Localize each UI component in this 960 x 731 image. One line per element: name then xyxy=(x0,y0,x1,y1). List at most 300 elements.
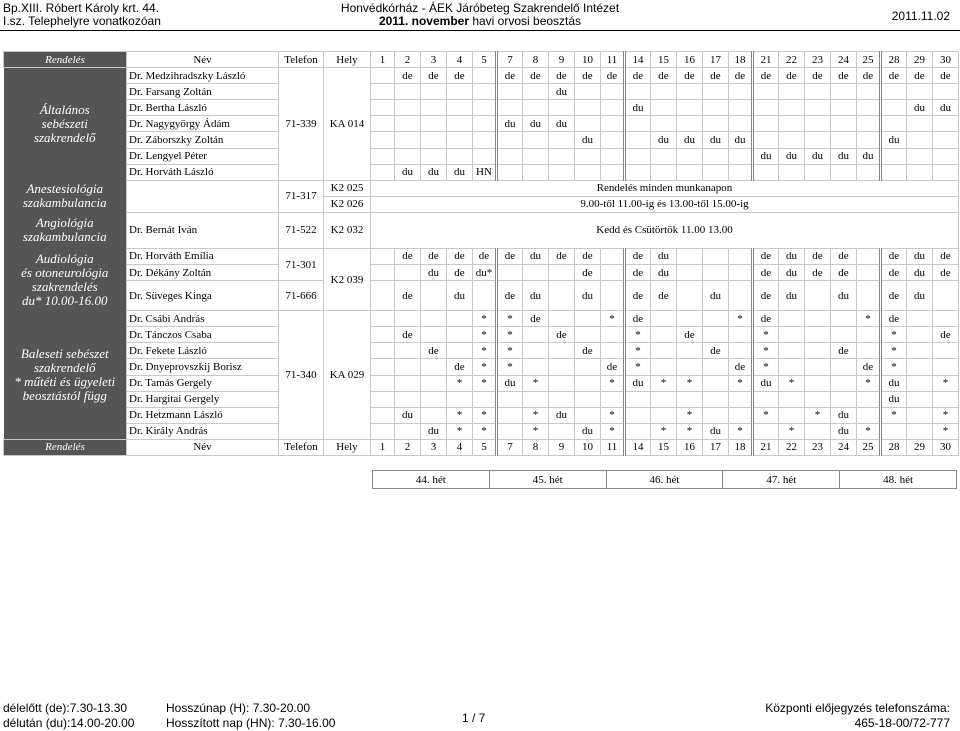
day-cell: de xyxy=(625,68,651,84)
day-cell xyxy=(729,116,753,132)
day-cell xyxy=(625,164,651,180)
day-cell xyxy=(523,327,549,343)
col-header-phone: Telefon xyxy=(279,52,324,68)
phone-cell: 71-522 xyxy=(279,212,324,248)
day-cell xyxy=(371,68,395,84)
day-cell: * xyxy=(447,423,473,439)
day-cell xyxy=(421,281,447,311)
day-cell: de xyxy=(857,68,881,84)
day-cell: de xyxy=(831,68,857,84)
col-header-day: 10 xyxy=(575,52,601,68)
day-cell: * xyxy=(447,407,473,423)
col-header-day: 22 xyxy=(779,52,805,68)
col-header-day: 8 xyxy=(523,52,549,68)
day-cell xyxy=(779,116,805,132)
day-cell xyxy=(805,391,831,407)
day-cell xyxy=(703,311,729,327)
day-cell: du xyxy=(729,132,753,148)
col-header-day: 30 xyxy=(933,52,959,68)
day-cell xyxy=(371,100,395,116)
day-cell xyxy=(677,164,703,180)
day-cell xyxy=(651,164,677,180)
header-divider xyxy=(0,30,960,31)
day-cell xyxy=(523,148,549,164)
day-cell xyxy=(447,100,473,116)
day-cell xyxy=(907,375,933,391)
table-row xyxy=(4,100,959,116)
day-cell xyxy=(625,116,651,132)
day-cell: * xyxy=(601,311,625,327)
day-cell: de xyxy=(857,359,881,375)
day-cell xyxy=(779,343,805,359)
day-cell: de xyxy=(421,68,447,84)
day-cell: du xyxy=(497,116,523,132)
day-cell xyxy=(857,281,881,311)
day-cell: * xyxy=(753,343,779,359)
col-header-day: 5 xyxy=(473,52,497,68)
dept-label-line: Baleseti sebészet xyxy=(20,345,109,361)
day-cell xyxy=(447,116,473,132)
day-cell xyxy=(601,391,625,407)
day-cell xyxy=(729,327,753,343)
day-cell: de xyxy=(447,265,473,281)
day-cell xyxy=(473,116,497,132)
day-cell: du xyxy=(395,407,421,423)
day-cell: * xyxy=(601,407,625,423)
day-cell xyxy=(549,281,575,311)
day-cell xyxy=(729,407,753,423)
day-cell: du xyxy=(651,265,677,281)
day-cell xyxy=(933,116,959,132)
legend-long-day: Hosszúnap (H): 7.30-20.00 xyxy=(166,701,311,715)
day-cell xyxy=(703,248,729,264)
day-cell xyxy=(907,327,933,343)
day-cell xyxy=(421,311,447,327)
day-cell xyxy=(625,391,651,407)
day-cell: du xyxy=(753,375,779,391)
day-cell xyxy=(371,116,395,132)
day-cell: de xyxy=(933,68,959,84)
col-header-day: 7 xyxy=(497,439,523,455)
col-header-dept: Rendelés xyxy=(4,439,127,455)
doctor-name: Dr. Bernát Iván xyxy=(127,212,279,248)
day-cell xyxy=(831,84,857,100)
day-cell xyxy=(677,391,703,407)
day-cell xyxy=(881,84,907,100)
day-cell xyxy=(651,84,677,100)
day-cell xyxy=(703,375,729,391)
day-cell: de xyxy=(497,68,523,84)
day-cell xyxy=(447,84,473,100)
day-cell xyxy=(907,423,933,439)
table-row xyxy=(4,116,959,132)
day-cell xyxy=(857,343,881,359)
day-cell: de xyxy=(625,311,651,327)
day-cell xyxy=(601,343,625,359)
day-cell xyxy=(677,311,703,327)
day-cell: du xyxy=(447,164,473,180)
day-cell xyxy=(447,343,473,359)
col-header-day: 18 xyxy=(729,52,753,68)
day-cell: de xyxy=(933,265,959,281)
day-cell: * xyxy=(857,375,881,391)
day-cell: * xyxy=(933,407,959,423)
day-cell xyxy=(395,359,421,375)
day-cell xyxy=(857,100,881,116)
day-cell xyxy=(857,132,881,148)
dept-label-line: * műtéti és ügyeleti xyxy=(14,373,116,389)
day-cell xyxy=(753,164,779,180)
dept-altalanos xyxy=(4,68,127,181)
day-cell xyxy=(549,164,575,180)
room-cell: KA 029 xyxy=(324,311,371,440)
header-title xyxy=(250,2,710,28)
col-header-day: 11 xyxy=(601,52,625,68)
day-cell xyxy=(601,164,625,180)
day-cell xyxy=(857,265,881,281)
day-cell xyxy=(395,148,421,164)
week-47: 47. hét xyxy=(723,471,840,489)
day-cell xyxy=(677,248,703,264)
room-cell: K2 032 xyxy=(324,212,371,248)
day-cell xyxy=(421,391,447,407)
day-cell xyxy=(497,100,523,116)
day-cell xyxy=(575,100,601,116)
day-cell: * xyxy=(473,327,497,343)
day-cell xyxy=(523,84,549,100)
legend-morning: délelőtt (de):7.30-13.30 xyxy=(3,701,128,715)
col-header-day: 2 xyxy=(395,439,421,455)
day-cell: * xyxy=(625,359,651,375)
day-cell xyxy=(805,164,831,180)
day-cell: du xyxy=(677,132,703,148)
day-cell xyxy=(753,391,779,407)
col-header-day: 21 xyxy=(753,52,779,68)
doctor-name: Dr. Hetzmann László xyxy=(127,407,279,423)
day-cell xyxy=(395,343,421,359)
col-header-room: Hely xyxy=(324,52,371,68)
col-header-day: 3 xyxy=(421,439,447,455)
day-cell xyxy=(651,391,677,407)
col-header-day: 29 xyxy=(907,439,933,455)
day-cell: du xyxy=(447,281,473,311)
day-cell: du xyxy=(933,100,959,116)
day-cell xyxy=(549,359,575,375)
day-cell: * xyxy=(601,375,625,391)
day-cell: de xyxy=(677,68,703,84)
day-cell: de xyxy=(831,265,857,281)
day-cell: de xyxy=(575,265,601,281)
day-cell xyxy=(371,148,395,164)
day-cell xyxy=(421,132,447,148)
day-cell xyxy=(371,281,395,311)
day-cell: * xyxy=(677,423,703,439)
day-cell xyxy=(933,311,959,327)
legend-afternoon: délután (du):14.00-20.00 xyxy=(3,716,135,730)
day-cell xyxy=(651,359,677,375)
day-cell: de xyxy=(421,343,447,359)
day-cell: de xyxy=(625,281,651,311)
day-cell: du xyxy=(497,375,523,391)
day-cell: de xyxy=(447,68,473,84)
day-cell: de xyxy=(881,311,907,327)
table-row xyxy=(4,265,959,281)
day-cell: * xyxy=(473,359,497,375)
day-cell xyxy=(497,407,523,423)
col-header-day: 28 xyxy=(881,52,907,68)
day-cell xyxy=(779,164,805,180)
day-cell: * xyxy=(857,423,881,439)
col-header-day: 1 xyxy=(371,52,395,68)
day-cell xyxy=(703,327,729,343)
day-cell: du xyxy=(575,132,601,148)
day-cell: du xyxy=(421,423,447,439)
day-cell: du xyxy=(549,116,575,132)
day-cell: de xyxy=(447,248,473,264)
day-cell xyxy=(703,359,729,375)
dept-label-line: beosztástól függ xyxy=(22,387,107,403)
header-row xyxy=(4,439,959,455)
col-header-day: 21 xyxy=(753,439,779,455)
col-header-day: 16 xyxy=(677,52,703,68)
day-cell xyxy=(625,84,651,100)
day-cell xyxy=(857,407,881,423)
room-cell: KA 014 xyxy=(324,68,371,181)
day-cell xyxy=(779,327,805,343)
day-cell xyxy=(371,248,395,264)
room-cell: K2 026 xyxy=(324,196,371,212)
dept-label-line: és otoneurológia xyxy=(21,264,109,280)
day-cell: de xyxy=(805,68,831,84)
day-cell xyxy=(523,359,549,375)
day-cell xyxy=(933,132,959,148)
header-month xyxy=(250,15,710,28)
day-cell xyxy=(703,100,729,116)
day-cell xyxy=(729,84,753,100)
day-cell: de xyxy=(625,248,651,264)
day-cell xyxy=(601,116,625,132)
table-row xyxy=(4,423,959,439)
day-cell xyxy=(677,359,703,375)
doctor-name: Dr. Horváth Emília xyxy=(127,248,279,264)
doctor-name: Dr. Nagygyörgy Ádám xyxy=(127,116,279,132)
phone-cell: 71-301 xyxy=(279,248,324,280)
day-cell: du xyxy=(523,116,549,132)
day-cell xyxy=(933,84,959,100)
day-cell: * xyxy=(933,423,959,439)
day-cell xyxy=(703,407,729,423)
day-cell xyxy=(371,359,395,375)
day-cell: * xyxy=(779,423,805,439)
day-cell xyxy=(933,359,959,375)
day-cell: du xyxy=(881,132,907,148)
day-cell: * xyxy=(497,359,523,375)
col-header-day: 10 xyxy=(575,439,601,455)
day-cell xyxy=(601,132,625,148)
day-cell: de xyxy=(575,248,601,264)
dept-label-line: szakambulancia xyxy=(22,229,107,245)
day-cell: du xyxy=(549,407,575,423)
day-cell: de xyxy=(805,248,831,264)
day-cell xyxy=(907,148,933,164)
dept-baleseti xyxy=(4,311,127,440)
col-header-day: 4 xyxy=(447,52,473,68)
day-cell: du xyxy=(881,391,907,407)
day-cell: * xyxy=(497,343,523,359)
day-cell: du xyxy=(575,281,601,311)
col-header-day: 18 xyxy=(729,439,753,455)
doctor-name: Dr. Fekete László xyxy=(127,343,279,359)
day-cell xyxy=(447,148,473,164)
col-header-day: 9 xyxy=(549,439,575,455)
day-cell xyxy=(421,116,447,132)
day-cell: de xyxy=(601,359,625,375)
day-cell: de xyxy=(729,359,753,375)
day-cell xyxy=(933,148,959,164)
col-header-day: 25 xyxy=(857,439,881,455)
day-cell xyxy=(907,343,933,359)
day-cell xyxy=(907,116,933,132)
doctor-name: Dr. Csábi András xyxy=(127,311,279,327)
day-cell xyxy=(371,375,395,391)
day-cell: de xyxy=(703,68,729,84)
table-row xyxy=(4,180,959,196)
day-cell xyxy=(831,327,857,343)
day-cell xyxy=(907,164,933,180)
day-cell xyxy=(575,375,601,391)
day-cell xyxy=(523,265,549,281)
day-cell xyxy=(753,100,779,116)
day-cell: de xyxy=(575,343,601,359)
day-cell xyxy=(549,343,575,359)
dept-label-line: szakambulancia xyxy=(22,195,107,211)
day-cell xyxy=(805,343,831,359)
day-cell: de xyxy=(933,248,959,264)
day-cell: de xyxy=(651,281,677,311)
day-cell xyxy=(497,391,523,407)
dept-audio xyxy=(4,248,127,310)
day-cell xyxy=(473,84,497,100)
col-header-name: Név xyxy=(127,52,279,68)
dept-label-line: Audiológia xyxy=(35,250,94,266)
day-cell xyxy=(779,132,805,148)
day-cell xyxy=(857,116,881,132)
day-cell: du xyxy=(907,100,933,116)
day-cell xyxy=(651,148,677,164)
day-cell xyxy=(601,327,625,343)
day-cell: de xyxy=(497,248,523,264)
day-cell: de xyxy=(779,68,805,84)
col-header-day: 25 xyxy=(857,52,881,68)
day-cell xyxy=(523,391,549,407)
table-row xyxy=(4,68,959,84)
doctor-name: Dr. Tánczos Csaba xyxy=(127,327,279,343)
day-cell xyxy=(371,164,395,180)
day-cell xyxy=(779,359,805,375)
day-cell xyxy=(371,311,395,327)
day-cell xyxy=(447,391,473,407)
dept-label-line: Angiológia xyxy=(35,215,94,231)
day-cell xyxy=(575,116,601,132)
day-cell xyxy=(779,100,805,116)
day-cell: * xyxy=(473,311,497,327)
phone-cell: 71-339 xyxy=(279,68,324,181)
day-cell xyxy=(857,327,881,343)
day-cell xyxy=(371,407,395,423)
day-cell: * xyxy=(881,327,907,343)
day-cell: de xyxy=(575,68,601,84)
day-cell: de xyxy=(651,68,677,84)
day-cell: * xyxy=(729,311,753,327)
day-cell: du xyxy=(831,407,857,423)
room-cell: K2 025 xyxy=(324,180,371,196)
day-cell: de xyxy=(473,248,497,264)
header-address-line1: Bp.XIII. Róbert Károly krt. 44. xyxy=(3,1,160,15)
day-cell xyxy=(677,148,703,164)
day-cell xyxy=(805,281,831,311)
day-cell xyxy=(857,248,881,264)
table-row xyxy=(4,164,959,180)
day-cell xyxy=(371,391,395,407)
day-cell xyxy=(677,281,703,311)
table-row xyxy=(4,212,959,248)
day-cell: du xyxy=(779,265,805,281)
day-cell: * xyxy=(729,423,753,439)
day-cell: de xyxy=(549,68,575,84)
day-cell xyxy=(371,84,395,100)
day-cell: de xyxy=(523,68,549,84)
day-cell: de xyxy=(753,68,779,84)
day-cell xyxy=(933,164,959,180)
day-cell: du xyxy=(907,248,933,264)
central-booking-label: Központi előjegyzés telefonszáma: xyxy=(765,701,950,715)
day-cell: de xyxy=(523,311,549,327)
day-cell: * xyxy=(601,423,625,439)
day-cell: du xyxy=(421,164,447,180)
day-cell xyxy=(549,311,575,327)
doctor-name: Dr. Medzihradszky László xyxy=(127,68,279,84)
day-cell: * xyxy=(753,359,779,375)
day-cell: de xyxy=(549,327,575,343)
day-cell xyxy=(395,116,421,132)
col-header-day: 24 xyxy=(831,439,857,455)
day-cell: de xyxy=(395,281,421,311)
day-cell: de xyxy=(933,327,959,343)
day-cell xyxy=(395,132,421,148)
day-cell xyxy=(805,375,831,391)
day-cell xyxy=(421,148,447,164)
day-cell: de xyxy=(753,265,779,281)
day-cell: du xyxy=(703,423,729,439)
day-cell: * xyxy=(473,407,497,423)
day-cell xyxy=(395,375,421,391)
day-cell: de xyxy=(805,265,831,281)
day-cell xyxy=(651,407,677,423)
day-cell xyxy=(651,327,677,343)
day-cell xyxy=(753,132,779,148)
day-cell: de xyxy=(395,68,421,84)
col-header-day: 16 xyxy=(677,439,703,455)
schedule-note: Kedd és Csütörtök 11.00 13.00 xyxy=(371,212,959,248)
day-cell: du xyxy=(625,375,651,391)
day-cell xyxy=(831,132,857,148)
day-cell: * xyxy=(881,359,907,375)
day-cell xyxy=(601,84,625,100)
day-cell xyxy=(473,281,497,311)
col-header-day: 23 xyxy=(805,52,831,68)
day-cell xyxy=(575,359,601,375)
table-row xyxy=(4,248,959,264)
